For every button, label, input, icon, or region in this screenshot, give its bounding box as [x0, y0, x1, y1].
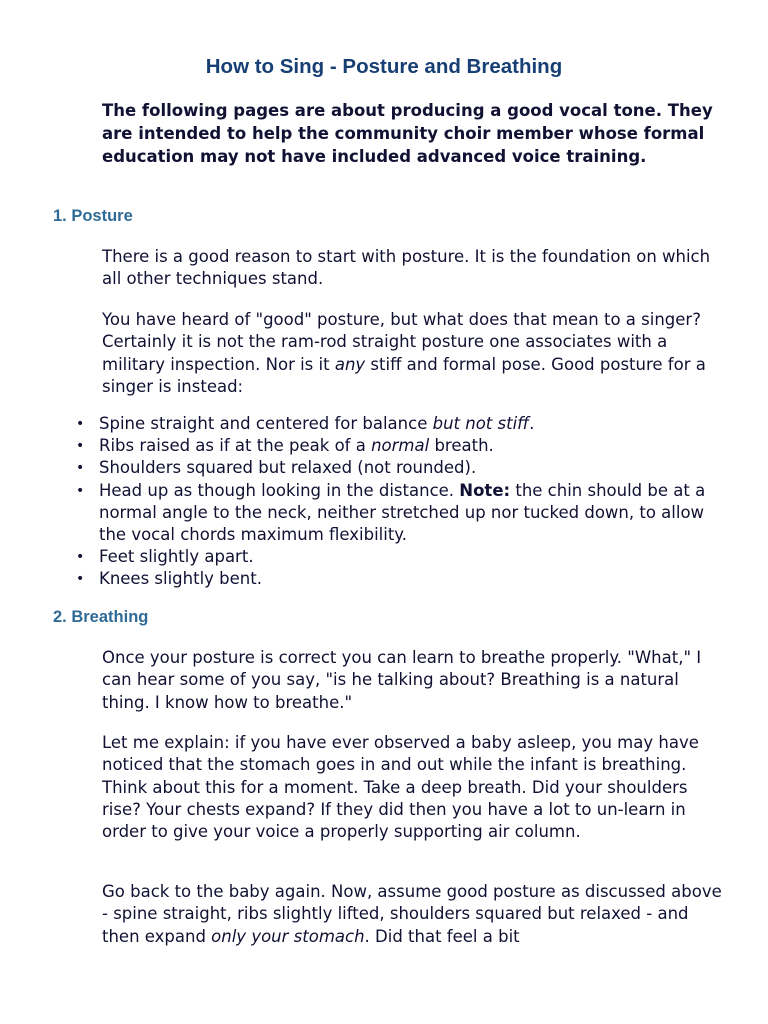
list-item: • Shoulders squared but relaxed (not rounded).: [99, 457, 729, 479]
intro-paragraph: The following pages are about producing a good vocal tone. They are intended to help the community choir member whose formal education may not have included advanced voice training.: [102, 101, 713, 166]
breathing-paragraph-3: Go back to the baby again. Now, assume good posture as discussed above - spine straight, ribs slightly lifted, shoulders squared but relaxed - and then expand only your stomach. Did that feel a bit: [102, 882, 722, 946]
posture-bullet-list: [99, 413, 729, 591]
list-item: • Knees slightly bent.: [99, 568, 729, 590]
section-heading-breathing: 2. Breathing: [53, 608, 149, 626]
section-heading-posture: 1. Posture: [53, 207, 133, 225]
list-item: • Feet slightly apart.: [99, 546, 729, 568]
posture-paragraph-1: There is a good reason to start with posture. It is the foundation on which all other techniques stand.: [102, 247, 711, 289]
page-title: How to Sing - Posture and Breathing: [205, 55, 563, 78]
list-item: • Head up as though looking in the distance. Note: the chin should be at a normal angle to the neck, neither stretched up nor tucked down, to allow the vocal chords maximum flexibility.: [99, 480, 729, 547]
list-item: • Spine straight and centered for balance but not stiff.: [99, 413, 729, 435]
breathing-paragraph-2: Let me explain: if you have ever observed a baby asleep, you may have noticed that the stomach goes in and out while the infant is breathing. Think about this for a moment. Take a deep breath. Did your shoulders rise? Your chests expand? If they did then you have a lot to un-learn in order to give your voice a properly supporting air column.: [102, 733, 699, 842]
list-item: • Ribs raised as if at the peak of a normal breath.: [99, 435, 729, 457]
posture-paragraph-2: You have heard of "good" posture, but what does that mean to a singer? Certainly it is not the ram-rod straight posture one associates with a military inspection. Nor is it any stiff and formal pose. Good posture for a singer is instead:: [102, 310, 706, 396]
breathing-paragraph-1: Once your posture is correct you can learn to breathe properly. "What," I can hear some of you say, "is he talking about? Breathing is a natural thing. I know how to breathe.": [102, 648, 702, 712]
